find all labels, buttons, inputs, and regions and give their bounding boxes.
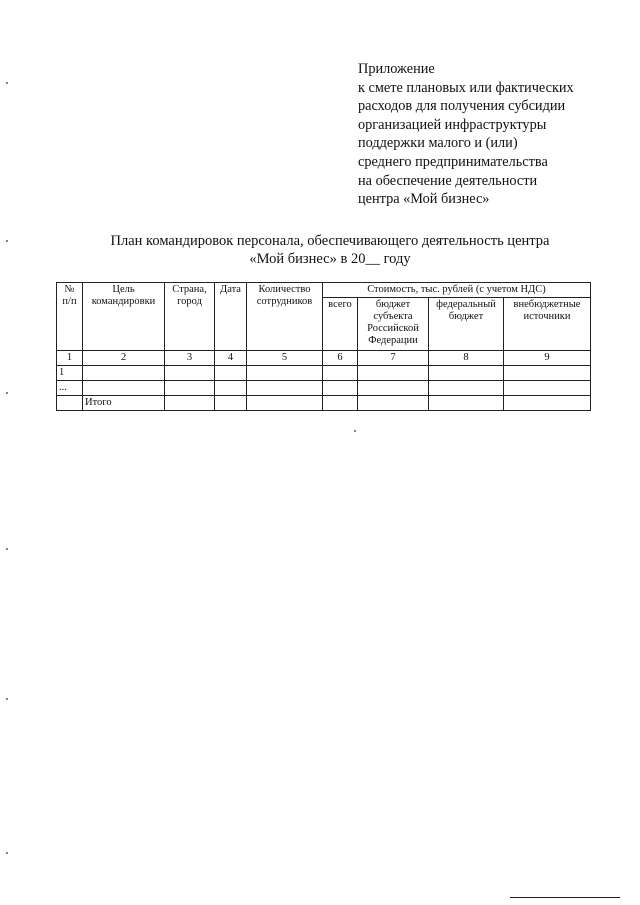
appendix-line: среднего предпринимательства: [358, 153, 548, 170]
table-cell: [83, 366, 165, 381]
header-country: Страна, город: [165, 283, 215, 351]
table-cell: [429, 396, 504, 411]
table-cell: [165, 396, 215, 411]
title-line-2: «Мой бизнес» в 20__ году: [249, 251, 411, 267]
header-date: Дата: [215, 283, 247, 351]
table-cell: [358, 366, 429, 381]
table-cell: [323, 396, 358, 411]
header-extra-budget: внебюджетные источники: [504, 298, 591, 351]
table-cell: [247, 396, 323, 411]
appendix-line: к смете плановых или фактических: [358, 79, 574, 96]
appendix-line: на обеспечение деятельности: [358, 172, 538, 189]
header-row: [57, 283, 591, 298]
table-cell: [323, 366, 358, 381]
appendix-line: центра «Мой бизнес»: [358, 191, 490, 208]
column-number: 8: [429, 351, 504, 366]
table-cell: [215, 381, 247, 396]
document-title: [60, 232, 600, 268]
table-row: [57, 366, 591, 381]
table-cell: [504, 366, 591, 381]
table-cell: [165, 366, 215, 381]
column-number: 5: [247, 351, 323, 366]
appendix-block: [358, 60, 628, 209]
business-trip-plan-table: [56, 282, 591, 411]
table-cell: [429, 381, 504, 396]
table-cell: [358, 396, 429, 411]
table-cell: [247, 381, 323, 396]
scan-speck: [354, 430, 356, 432]
table-cell: [215, 366, 247, 381]
scan-speck: [6, 392, 8, 394]
header-num: № п/п: [57, 283, 83, 351]
table-cell: [165, 381, 215, 396]
header-federal-budget: федеральный бюджет: [429, 298, 504, 351]
scan-speck: [6, 852, 8, 854]
table-cell: [429, 366, 504, 381]
column-number: 2: [83, 351, 165, 366]
column-number-row: [57, 351, 591, 366]
header-total: всего: [323, 298, 358, 351]
table-cell: [247, 366, 323, 381]
column-number: 7: [358, 351, 429, 366]
column-number: 9: [504, 351, 591, 366]
scan-speck: [6, 698, 8, 700]
header-regional-budget: бюджет субъекта Российской Федерации: [358, 298, 429, 351]
table-cell: [358, 381, 429, 396]
table-cell: 1: [57, 366, 83, 381]
column-number: 1: [57, 351, 83, 366]
table-cell: [215, 396, 247, 411]
total-label: Итого: [83, 396, 165, 411]
table-cell: [504, 381, 591, 396]
column-number: 6: [323, 351, 358, 366]
column-number: 3: [165, 351, 215, 366]
table-cell: [323, 381, 358, 396]
header-cost: Стоимость, тыс. рублей (с учетом НДС): [323, 283, 591, 298]
scan-speck: [6, 82, 8, 84]
title-line-1: План командировок персонала, обеспечивающего деятельность центра: [110, 233, 550, 249]
appendix-line: поддержки малого и (или): [358, 135, 518, 152]
table-cell: [83, 381, 165, 396]
bottom-rule: [510, 897, 620, 898]
header-count: Количество сотрудников: [247, 283, 323, 351]
appendix-line: организацией инфраструктуры: [358, 116, 547, 133]
appendix-line: расходов для получения субсидии: [358, 98, 566, 115]
scan-speck: [6, 548, 8, 550]
table-cell: ...: [57, 381, 83, 396]
appendix-line: Приложение: [358, 61, 435, 77]
table-cell: [57, 396, 83, 411]
scan-speck: [6, 240, 8, 242]
table-row: [57, 381, 591, 396]
column-number: 4: [215, 351, 247, 366]
total-row: [57, 396, 591, 411]
table-cell: [504, 396, 591, 411]
header-purpose: Цель командировки: [83, 283, 165, 351]
